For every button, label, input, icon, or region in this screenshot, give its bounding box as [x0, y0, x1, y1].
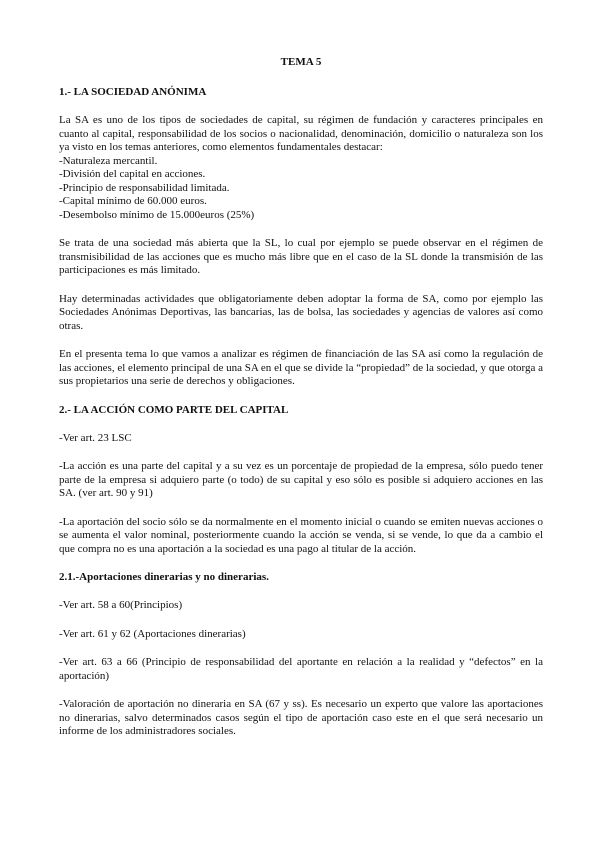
- section-1-paragraph-3: Hay determinadas actividades que obligatoriamente deben adoptar la forma de SA, como por ejemplo las Sociedades Anónimas Deportivas, las bancarias, las de bolsa, las sociedades y agencias de valores así como otras.: [59, 292, 543, 332]
- list-item: -Naturaleza mercantil.: [59, 154, 158, 167]
- list-item: -Desembolso mínimo de 15.000euros (25%): [59, 208, 255, 221]
- list-item: -Capital mínimo de 60.000 euros.: [59, 195, 207, 207]
- section-2-1-paragraph-2: -Ver art. 61 y 62 (Aportaciones dinerarias): [59, 627, 246, 640]
- characteristics-list: [59, 155, 543, 223]
- section-1-heading: 1.- LA SOCIEDAD ANÓNIMA: [59, 86, 207, 98]
- section-2-1-paragraph-3: -Ver art. 63 a 66 (Principio de responsabilidad del aportante en relación a la realidad y “defectos” en la aportación): [59, 656, 543, 682]
- section-2-paragraph-3: -La aportación del socio sólo se da normalmente en el momento inicial o cuando se emiten nuevas acciones o se aumenta el valor nominal, posteriormente cuando la acción se venda, si se vende, lo que da a cambio el que compra no es una aportación a la sociedad es una pago al titular de la acción.: [59, 515, 543, 555]
- section-2-1-heading: 2.1.-Aportaciones dinerarias y no dinerarias.: [59, 571, 269, 583]
- list-item: -Principio de responsabilidad limitada.: [59, 181, 230, 194]
- section-2-paragraph-2: -La acción es una parte del capital y a su vez es un porcentaje de propiedad de la empresa, sólo puedo tener parte de la empresa si adquiero parte (o todo) de su capital y eso sólo es posible si adquiero acciones en las SA. (ver art. 90 y 91): [59, 460, 543, 499]
- section-1-paragraph-2: Se trata de una sociedad más abierta que la SL, lo cual por ejemplo se puede observar en el régimen de transmisibilidad de las acciones que es mucho más libre que en el caso de la SL donde la transmisión de las participaciones es más limitado.: [59, 237, 543, 276]
- section-1-paragraph-4: En el presenta tema lo que vamos a analizar es régimen de financiación de las SA así como la regulación de las acciones, el elemento principal de una SA en el que se divide la “propiedad” de la sociedad, y que otorga a sus propietarios una serie de derechos y obligaciones.: [59, 348, 543, 387]
- section-2-heading: 2.- LA ACCIÓN COMO PARTE DEL CAPITAL: [59, 403, 289, 416]
- list-item: -División del capital en acciones.: [59, 168, 206, 180]
- section-1-intro: La SA es uno de los tipos de sociedades de capital, su régimen de fundación y caracteres principales en cuanto al capital, responsabilidad de los socios o nacionalidad, denominación, domicilio o naturaleza son los ya visto en los temas anteriores, como elementos fundamentales destacar:: [59, 114, 543, 153]
- section-2-1-paragraph-1: -Ver art. 58 a 60(Principios): [59, 599, 183, 611]
- section-2-1-paragraph-4: -Valoración de aportación no dineraria en SA (67 y ss). Es necesario un experto que valore las aportaciones no dinerarias, salvo determinados casos según el tipo de aportación caso este en el que será necesario un informe de los administradores sociales.: [59, 698, 543, 737]
- page-title: TEMA 5: [280, 56, 322, 68]
- section-2-paragraph-1: -Ver art. 23 LSC: [59, 431, 132, 444]
